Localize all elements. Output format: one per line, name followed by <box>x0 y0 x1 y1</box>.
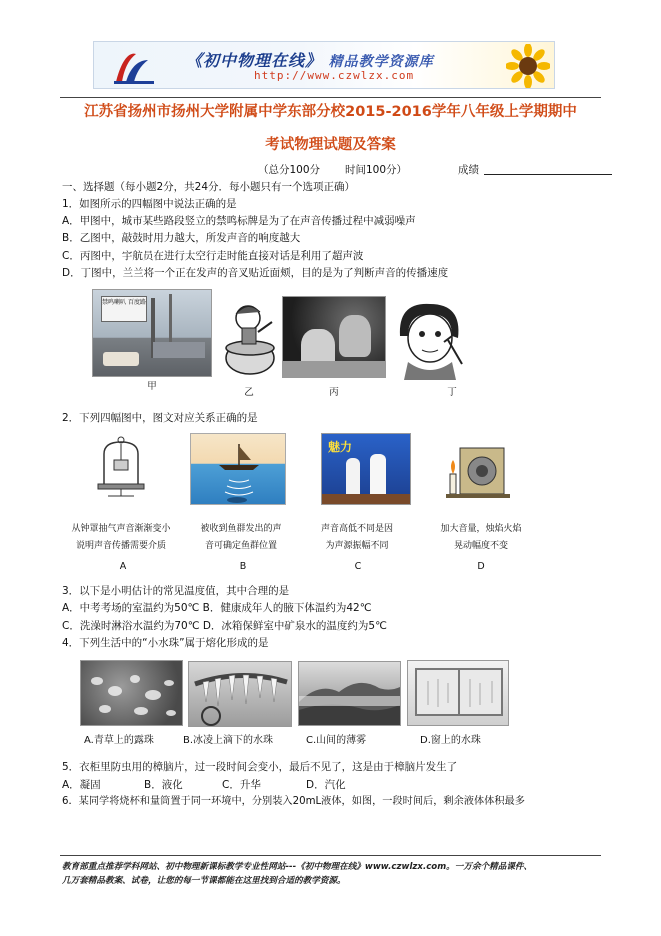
q2-caption-d-line2: 晃动幅度不变 <box>453 541 508 551</box>
singer-right-icon <box>370 454 386 496</box>
q1-stem: 1．如图所示的四幅图中说法正确的是 <box>62 198 237 210</box>
sunflower-icon <box>506 44 550 88</box>
stage-banner: 魅力 <box>328 440 353 454</box>
q4-image-d <box>407 660 509 726</box>
q2-letter-d: D <box>477 561 485 572</box>
q2-image-a <box>88 434 154 500</box>
q1-option-d: D．丁图中，兰兰将一个正在发声的音叉贴近面颊，目的是为了判断声音的传播速度 <box>62 267 449 279</box>
site-logo-icon <box>112 48 156 86</box>
page-subtitle: 考试物理试题及答案 <box>265 137 396 153</box>
singer-left-icon <box>346 458 360 496</box>
q2-letter-a: A <box>119 561 127 572</box>
q3-stem: 3．以下是小明估计的常见温度值，其中合理的是 <box>62 585 290 597</box>
q1-option-b: B．乙图中，敲鼓时用力越大，所发声音的响度越大 <box>62 232 301 244</box>
banner-title: 《初中物理在线》 精品教学资源库 <box>186 51 434 70</box>
q4-stem: 4．下列生活中的“小水珠”属于熔化形成的是 <box>62 637 269 649</box>
q2-caption-a-line1: 从钟罩抽气声音渐渐变小 <box>71 524 171 534</box>
bell-jar-icon <box>88 434 154 500</box>
q1-option-a: A．甲图中，城市某些路段竖立的禁鸣标牌是为了在声音传播过程中减弱噪声 <box>62 215 416 227</box>
dew-drops-icon <box>81 661 183 726</box>
q2-caption-d-line1: 加大音量，烛焰火焰 <box>440 524 522 534</box>
score-blank <box>484 174 612 175</box>
q3-options-cd: C．洗澡时淋浴水温约为70℃ D．冰箱保鲜室中矿泉水的温度约为5℃ <box>62 620 387 632</box>
q2-caption-a-line2: 说明声音传播需要介质 <box>75 541 166 551</box>
mountain-fog-icon <box>299 662 401 726</box>
drummer-icon <box>218 296 280 378</box>
footer-line1: 教育部重点推荐学科网站、初中物理新课标教学专业性网站---《初中物理在线》www.czwlzx.com。一万余个精品课件、 <box>62 862 533 872</box>
girl-tuning-fork-icon <box>392 296 468 380</box>
q5-option-d: D．汽化 <box>306 779 346 791</box>
q4-image-b <box>188 661 292 727</box>
q1-image-bing <box>282 296 386 378</box>
q4-caption-a: A.青草上的露珠 <box>84 735 154 746</box>
q2-image-b <box>190 433 286 505</box>
q5-option-b: B．液化 <box>144 779 183 791</box>
q2-caption-c-line1: 声音高低不同是因 <box>320 524 393 534</box>
footer-rule <box>60 855 601 856</box>
q3-options-ab: A．中考考场的室温约为50℃ B．健康成年人的腋下体温约为42℃ <box>62 602 372 614</box>
q2-caption-b-line1: 被收到鱼群发出的声 <box>200 524 282 534</box>
site-banner <box>93 41 555 89</box>
q4-caption-c: C.山间的薄雾 <box>306 735 367 746</box>
icicles-icon <box>189 662 292 727</box>
exam-time: 时间100分） <box>345 164 408 176</box>
sonar-ship-icon <box>191 434 286 505</box>
q2-caption-b-line2: 音可确定鱼群位置 <box>204 541 277 551</box>
q1-label-jia: 甲 <box>147 381 157 392</box>
q2-letter-b: B <box>239 561 247 572</box>
total-score: （总分100分 <box>258 164 321 176</box>
footer-line2: 几万套精品教案、试卷，让您的每一节课都能在这里找到合适的教学资源。 <box>62 876 346 886</box>
q1-label-bing: 丙 <box>329 387 339 398</box>
q5-option-a: A．凝固 <box>62 779 101 791</box>
q2-stem: 2．下列四幅图中，图文对应关系正确的是 <box>62 412 258 424</box>
q4-caption-b: B.冰凌上滴下的水珠 <box>183 735 274 746</box>
q1-image-yi <box>218 296 280 378</box>
q1-option-c: C．丙图中，宇航员在进行太空行走时能直接对话是利用了超声波 <box>62 250 364 262</box>
no-horn-sign: 禁鸣喇叭 百度路 <box>101 296 147 322</box>
q5-option-c: C．升华 <box>222 779 261 791</box>
q2-letter-c: C <box>354 561 362 572</box>
q2-caption-c-line2: 为声源振幅不同 <box>325 541 389 551</box>
banner-subtitle: 精品教学资源库 <box>328 54 434 70</box>
q2-image-d <box>446 438 510 504</box>
q6-stem: 6．某同学将烧杯和量筒置于同一环境中，分别装入20mL液体，如图，一段时间后，剩余液体体积最多 <box>62 796 525 807</box>
q4-image-a <box>80 660 183 726</box>
header-rule <box>60 97 601 98</box>
q1-label-ding: 丁 <box>447 387 457 398</box>
banner-url: http://www.czwlzx.com <box>254 69 415 82</box>
q1-image-ding <box>392 296 468 380</box>
q5-stem: 5．衣柜里防虫用的樟脑片，过一段时间会变小，最后不见了，这是由于樟脑片发生了 <box>62 761 458 773</box>
section-heading: 一、选择题（每小题2分，共24分．每小题只有一个选项正确） <box>62 181 356 193</box>
q4-image-c <box>298 661 401 726</box>
score-label: 成绩 <box>458 164 479 176</box>
astronaut-right-icon <box>339 315 371 357</box>
page-title: 江苏省扬州市扬州大学附属中学东部分校2015-2016学年八年级上学期期中 <box>84 104 577 120</box>
q1-label-yi: 乙 <box>244 387 254 398</box>
q1-image-jia <box>92 289 212 377</box>
q4-caption-d: D.窗上的水珠 <box>420 735 481 746</box>
window-condensation-icon <box>408 661 509 726</box>
q2-image-c <box>321 433 411 505</box>
speaker-candle-icon <box>446 438 510 504</box>
